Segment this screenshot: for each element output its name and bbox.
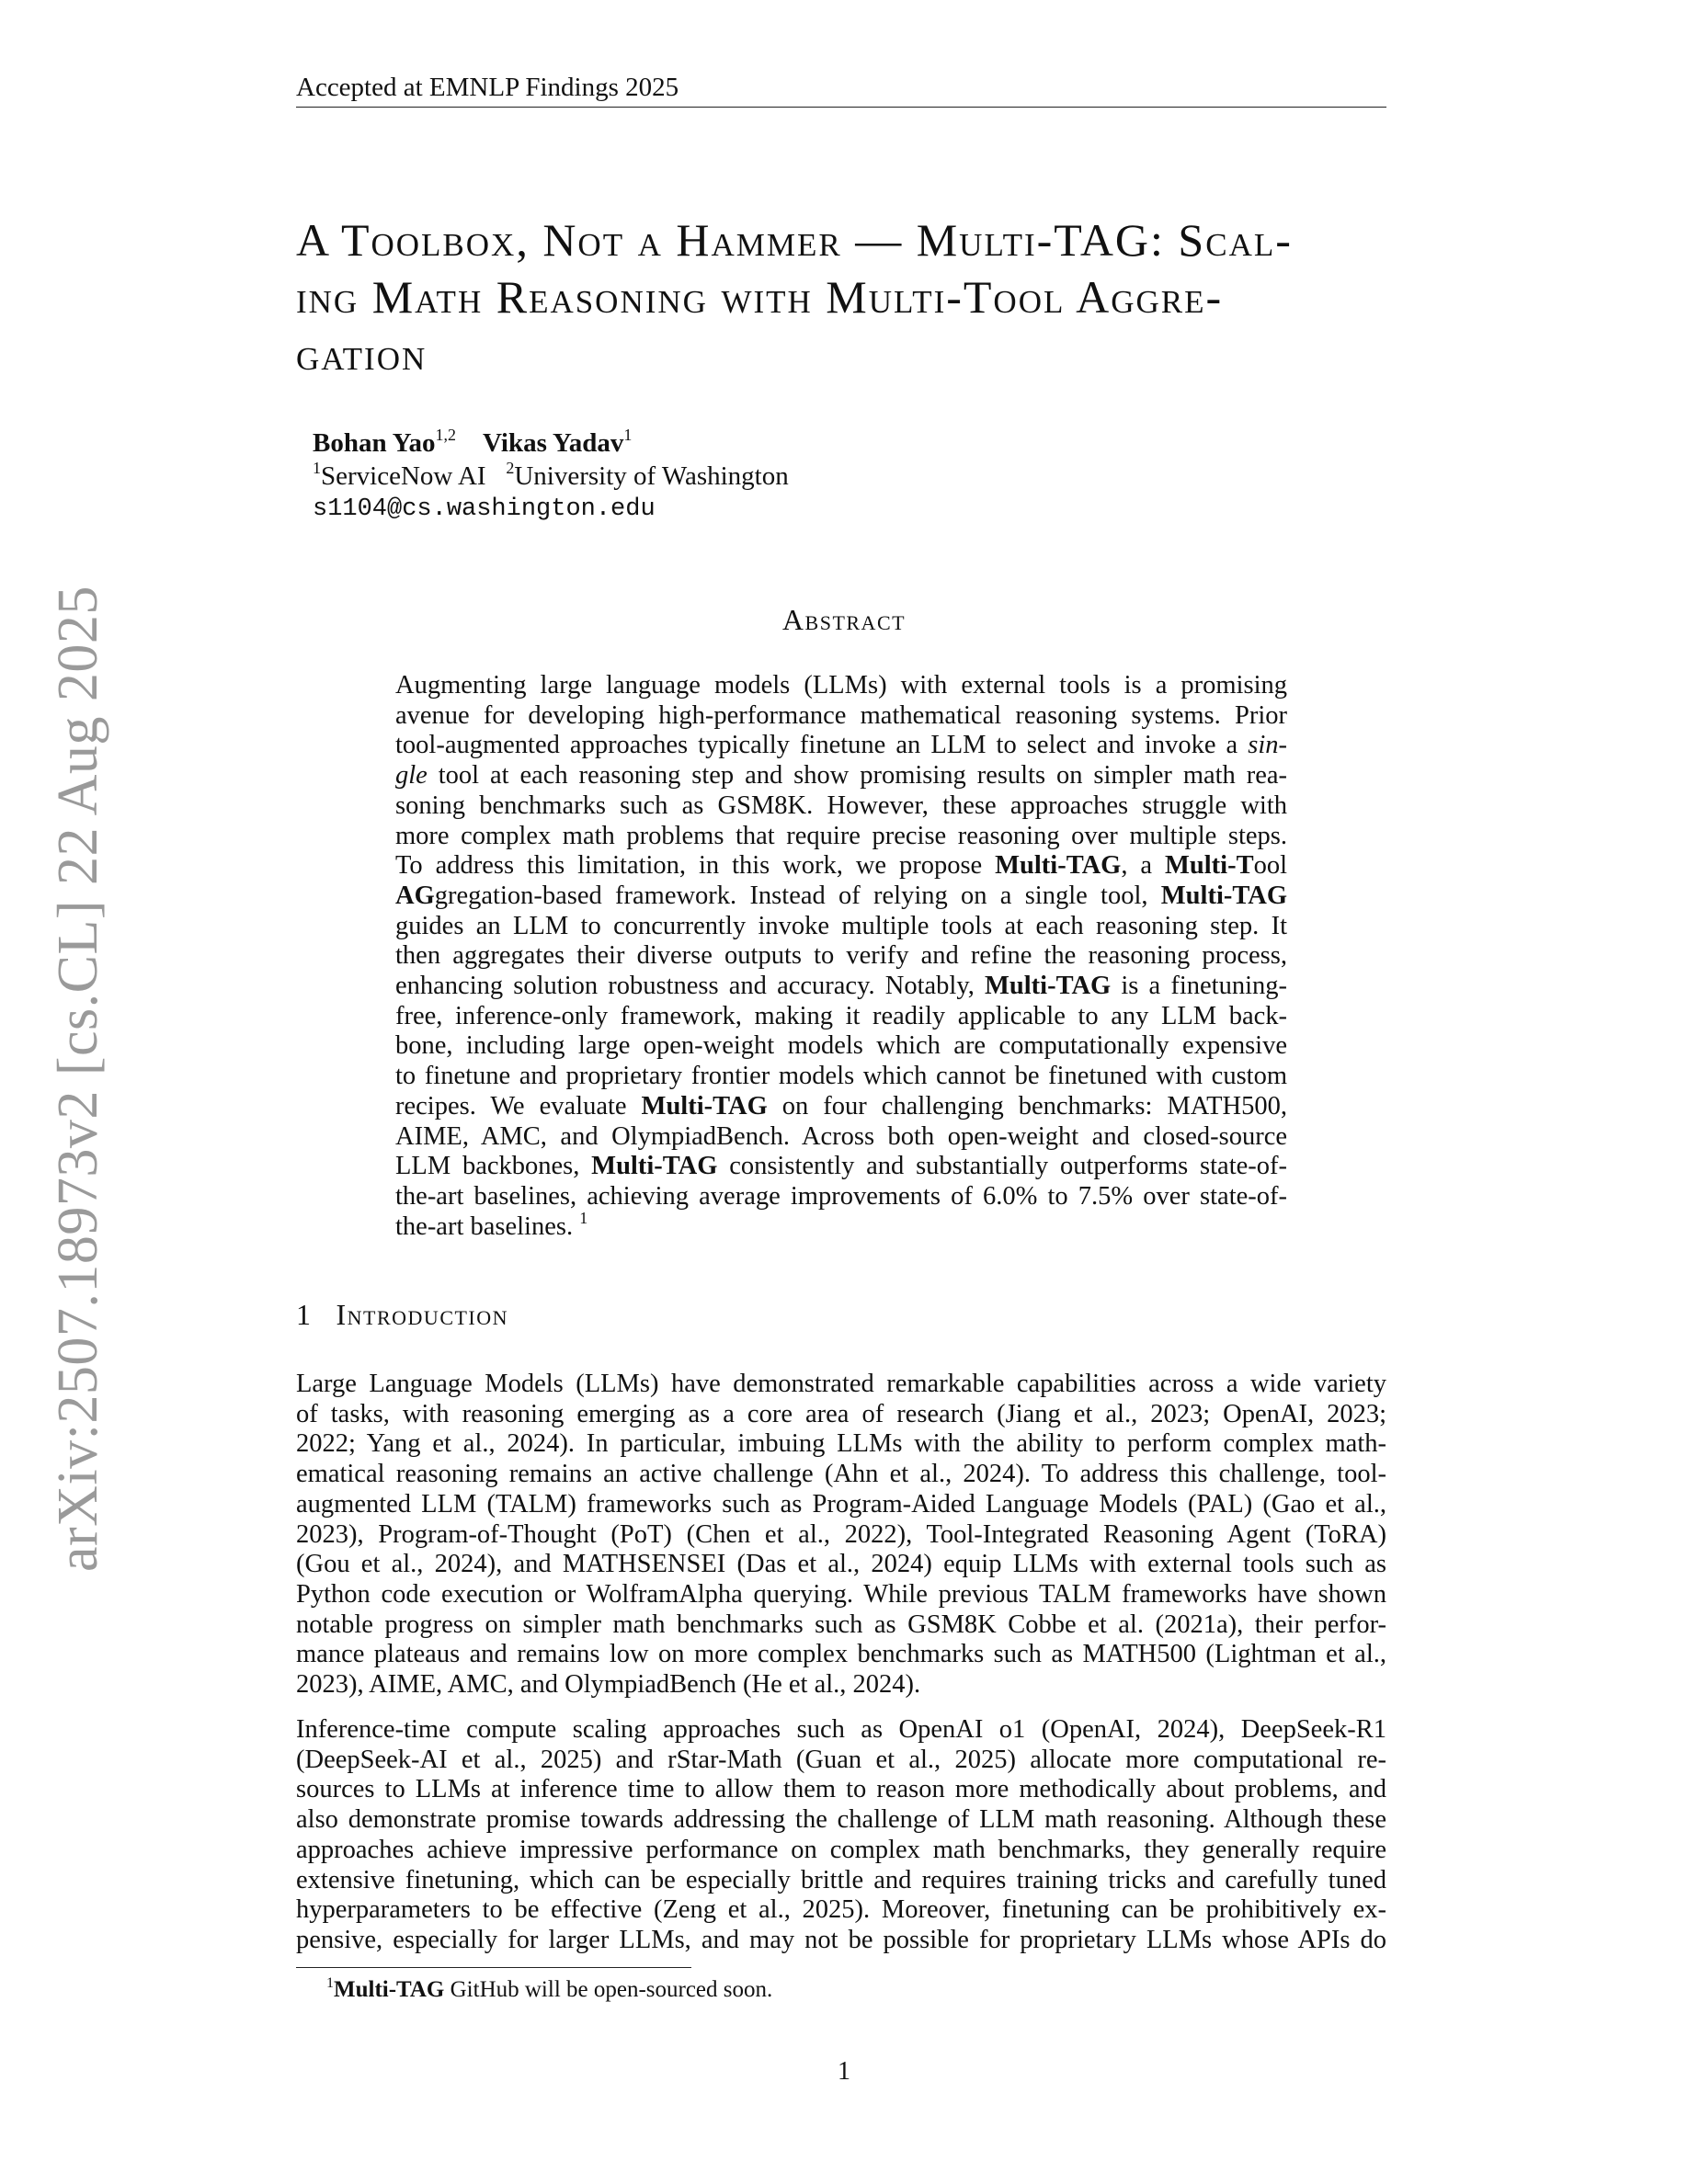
section-number: 1 xyxy=(296,1298,313,1331)
title-line: gation xyxy=(296,328,428,380)
abstract-line: Augmenting large language models (LLMs) with external tools is a promising xyxy=(395,671,1287,700)
abstract-line: more complex math problems that require precise reasoning over multiple steps. xyxy=(395,821,1287,850)
intro-line: (DeepSeek-AI et al., 2025) and rStar-Math (Guan et al., 2025) allocate more computational re- xyxy=(296,1745,1386,1774)
page-number: 1 xyxy=(838,2057,850,2086)
abstract-line: gle tool at each reasoning step and show promising results on simpler math rea- xyxy=(395,761,1287,791)
abstract-line: guides an LLM to concurrently invoke multiple tools at each reasoning step. It xyxy=(395,911,1287,940)
affil-mark: 2 xyxy=(506,459,515,477)
author-names xyxy=(313,427,789,460)
abstract-line: then aggregates their diverse outputs to verify and refine the reasoning process, xyxy=(395,941,1287,971)
footnote-bold: Multi-TAG xyxy=(334,1977,445,2002)
intro-line: Inference-time compute scaling approaches such as OpenAI o1 (OpenAI, 2024), DeepSeek-R1 xyxy=(296,1715,1386,1744)
intro-line: Python code execution or WolframAlpha querying. While previous TALM frameworks have shown xyxy=(296,1579,1386,1609)
intro-line: sources to LLMs at inference time to allow them to reason more methodically about problems, and xyxy=(296,1775,1386,1804)
footnote-divider xyxy=(296,1967,691,1968)
footnote-text: GitHub will be open-sourced soon. xyxy=(444,1977,773,2002)
running-header: Accepted at EMNLP Findings 2025 xyxy=(296,70,1386,108)
abstract-line: To address this limitation, in this work, we propose Multi-TAG, a Multi-Tool xyxy=(395,851,1287,881)
intro-line: ematical reasoning remains an active challenge (Ahn et al., 2024). To address this challenge, tool- xyxy=(296,1460,1386,1489)
abstract-line: AGgregation-based framework. Instead of relying on a single tool, Multi-TAG xyxy=(395,881,1287,910)
abstract-line: the-art baselines, achieving average improvements of 6.0% to 7.5% over state-of- xyxy=(395,1181,1287,1211)
title-line: A Toolbox, Not a Hammer — Multi-TAG: Scal- xyxy=(296,214,1293,266)
abstract-heading: Abstract xyxy=(781,603,907,636)
abstract-line: the-art baselines. $^1$ xyxy=(395,1208,588,1241)
intro-line: (Gou et al., 2024), and MATHSENSEI (Das et al., 2024) equip LLMs with external tools such as xyxy=(296,1550,1386,1579)
intro-line: 2022; Yang et al., 2024). In particular, imbuing LLMs with the ability to perform complex math- xyxy=(296,1429,1386,1459)
abstract-line: recipes. We evaluate Multi-TAG on four challenging benchmarks: MATH500, xyxy=(395,1091,1287,1120)
intro-line: also demonstrate promise towards addressing the challenge of LLM math reasoning. Although these xyxy=(296,1805,1386,1835)
affiliations xyxy=(313,460,789,493)
intro-line: 2023), AIME, AMC, and OlympiadBench (He et al., 2024). xyxy=(296,1670,921,1700)
intro-paragraph-2 xyxy=(296,1715,1386,1956)
author-block xyxy=(313,427,789,526)
affiliation-name: ServiceNow AI xyxy=(321,461,486,491)
section-title: Introduction xyxy=(336,1298,509,1331)
author-affil-mark: 1,2 xyxy=(435,426,457,444)
intro-line: of tasks, with reasoning emerging as a core area of research (Jiang et al., 2023; OpenAI, 2023; xyxy=(296,1399,1386,1428)
section-heading xyxy=(296,1298,508,1332)
abstract-line: soning benchmarks such as GSM8K. However, these approaches struggle with xyxy=(395,791,1287,820)
intro-paragraph-1 xyxy=(296,1370,1386,1701)
abstract-body xyxy=(395,671,1287,1242)
intro-line: approaches achieve impressive performance on complex math benchmarks, they generally require xyxy=(296,1835,1386,1864)
intro-line: pensive, especially for larger LLMs, and may not be possible for proprietary LLMs whose APIs do xyxy=(296,1925,1386,1954)
author-affil-mark: 1 xyxy=(623,426,633,444)
abstract-line: avenue for developing high-performance mathematical reasoning systems. Prior xyxy=(395,700,1287,730)
abstract-line: to finetune and proprietary frontier models which cannot be finetuned with custom xyxy=(395,1062,1287,1091)
affil-mark: 1 xyxy=(313,459,321,477)
intro-line: notable progress on simpler math benchmarks such as GSM8K Cobbe et al. (2021a), their perfor- xyxy=(296,1610,1386,1639)
abstract-line: AIME, AMC, and OlympiadBench. Across both open-weight and closed-source xyxy=(395,1121,1287,1151)
intro-line: augmented LLM (TALM) frameworks such as Program-Aided Language Models (PAL) (Gao et al., xyxy=(296,1489,1386,1519)
abstract-line: bone, including large open-weight models which are computationally expensive xyxy=(395,1031,1287,1061)
abstract-line: free, inference-only framework, making it readily applicable to any LLM back- xyxy=(395,1001,1287,1030)
footnote-mark: 1 xyxy=(326,1975,334,1991)
paper-title xyxy=(296,211,1399,382)
intro-line: hyperparameters to be effective (Zeng et al., 2025). Moreover, finetuning can be prohibitively ex- xyxy=(296,1895,1386,1925)
arxiv-identifier[interactable]: arXiv:2507.18973v2 [cs.CL] 22 Aug 2025 xyxy=(47,586,109,1572)
author-email[interactable]: s1104@cs.washington.edu xyxy=(313,495,656,523)
author-name: Bohan Yao xyxy=(313,428,436,458)
affiliation-name: University of Washington xyxy=(514,461,789,491)
title-line: ing Math Reasoning with Multi-Tool Aggre- xyxy=(296,271,1224,323)
intro-line: extensive finetuning, which can be especially brittle and requires training tricks and carefully tuned xyxy=(296,1865,1386,1894)
author-name: Vikas Yadav xyxy=(483,428,624,458)
abstract-line: enhancing solution robustness and accuracy. Notably, Multi-TAG is a finetuning- xyxy=(395,972,1287,1001)
abstract-line: tool-augmented approaches typically finetune an LLM to select and invoke a sin- xyxy=(395,731,1287,760)
intro-line: Large Language Models (LLMs) have demonstrated remarkable capabilities across a wide variety xyxy=(296,1370,1386,1398)
footnote xyxy=(326,1974,772,2006)
intro-line: 2023), Program-of-Thought (PoT) (Chen et al., 2022), Tool-Integrated Reasoning Agent (ToRA) xyxy=(296,1519,1386,1549)
abstract-line: LLM backbones, Multi-TAG consistently and substantially outperforms state-of- xyxy=(395,1152,1287,1181)
intro-line: mance plateaus and remains low on more complex benchmarks such as MATH500 (Lightman et al., xyxy=(296,1640,1386,1669)
